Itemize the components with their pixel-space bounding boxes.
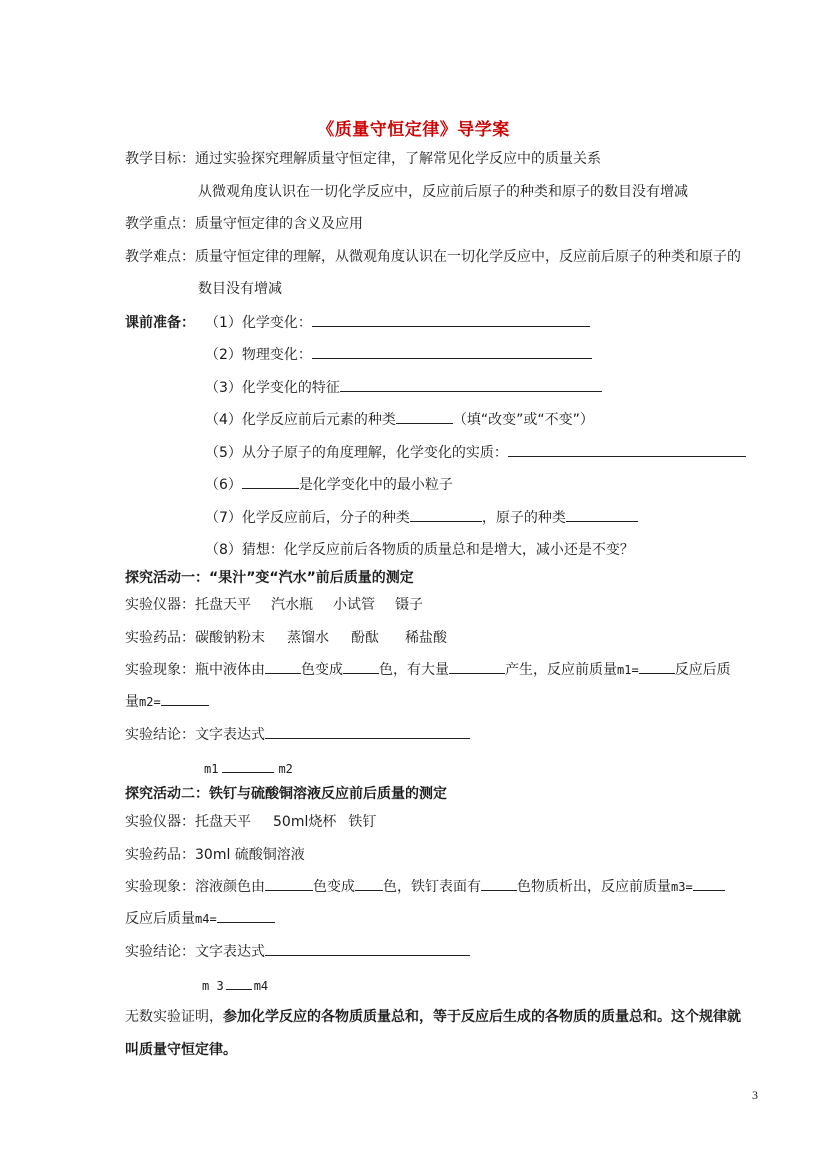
prep-label: 课前准备： [125, 315, 195, 331]
prep-q1-blank[interactable] [312, 314, 590, 327]
prep-q3 [205, 379, 602, 397]
summary-prefix: 无数实验证明， [125, 1009, 223, 1025]
activity1-instruments [125, 596, 423, 614]
objectives-label: 教学目标： [125, 151, 195, 167]
phenomenon-text: 反应后质 [674, 662, 731, 678]
activity1-compare [204, 760, 293, 778]
phenomenon-text: 色变成 [313, 879, 355, 895]
compare-m1: m1 [204, 762, 219, 776]
instrument-item: 汽水瓶 [271, 597, 313, 613]
prep-q6 [205, 476, 453, 494]
activity2-phenomenon-line-2 [125, 910, 275, 928]
difficulty-label: 教学难点： [125, 249, 195, 265]
activity2-heading: 探究活动二：铁钉与硫酸铜溶液反应前后质量的测定 [125, 786, 447, 802]
prep-q2 [205, 346, 592, 364]
color-after-blank[interactable] [355, 878, 383, 891]
m2-label: m2= [139, 695, 161, 709]
phenomenon-text: 实验现象：溶液颜色由 [125, 879, 265, 895]
document-title: 《质量守恒定律》导学案 [317, 120, 510, 140]
prep-q4 [205, 411, 594, 429]
m1-label: m1= [617, 663, 639, 677]
activity1-phenomenon-line-2 [125, 693, 209, 711]
prep-q1-text: （1）化学变化： [205, 315, 312, 331]
prep-q7-blank-2[interactable] [566, 509, 638, 522]
instrument-item: 50ml烧杯 [273, 814, 337, 830]
m4-label: m4= [195, 912, 217, 926]
phenomenon-text: 量 [125, 694, 139, 710]
activity2-conclusion [125, 943, 470, 961]
phenomenon-text: 产生，反应前质量 [505, 662, 617, 678]
prep-q7 [205, 509, 638, 527]
phenomenon-text: 色，有大量 [379, 662, 449, 678]
compare-m1-m2-blank[interactable] [222, 760, 274, 773]
compare-m4: m4 [253, 979, 269, 993]
compare-m3-m4-blank[interactable] [226, 977, 252, 990]
phenomenon-text: 色变成 [301, 662, 343, 678]
instrument-item: 铁钉 [348, 814, 377, 830]
activity1-reagents [125, 629, 447, 647]
color-before-blank[interactable] [265, 878, 313, 891]
word-equation-blank[interactable] [265, 943, 470, 956]
prep-q4-hint: （填“改变”或“不变”） [452, 412, 594, 428]
prep-q5 [205, 444, 746, 462]
conclusion-label: 实验结论：文字表达式 [125, 944, 265, 960]
reagent-item: 蒸馏水 [287, 630, 329, 646]
prep-q5-text: （5）从分子原子的角度理解，化学变化的实质： [205, 445, 508, 461]
reagent-item: 稀盐酸 [405, 630, 447, 646]
prep-q6-number: （6） [205, 477, 242, 493]
prep-q5-blank[interactable] [508, 444, 746, 457]
summary-law-text: 参加化学反应的各物质质量总和，等于反应后生成的各物质的质量总和。这个规律就 [223, 1009, 741, 1025]
prep-q3-text: （3）化学变化的特征 [205, 380, 340, 396]
phenomenon-text: 色物质析出，反应前质量 [517, 879, 671, 895]
compare-m2: m2 [278, 762, 293, 776]
prep-q4-text: （4）化学反应前后元素的种类 [205, 412, 396, 428]
key-point-line [125, 215, 363, 233]
prep-q3-blank[interactable] [340, 379, 602, 392]
instrument-item: 镊子 [395, 597, 423, 613]
activity2-reagents: 实验药品：30ml 硫酸铜溶液 [125, 847, 305, 863]
instrument-item: 小试管 [333, 597, 375, 613]
prep-q7-blank-1[interactable] [410, 509, 482, 522]
reagent-item: 碳酸钠粉末 [195, 630, 265, 646]
activity1-phenomenon-line-1 [125, 661, 731, 679]
product-blank[interactable] [449, 661, 505, 674]
prep-q4-blank[interactable] [396, 411, 453, 424]
phenomenon-text: 色，铁钉表面有 [383, 879, 481, 895]
prep-q6-blank[interactable] [242, 476, 299, 489]
key-point-text: 质量守恒定律的含义及应用 [195, 216, 363, 232]
m3-label: m3= [671, 880, 693, 894]
difficulty-text-1: 质量守恒定律的理解，从微观角度认识在一切化学反应中，反应前后原子的种类和原子的 [195, 249, 741, 265]
summary-line-1 [125, 1008, 741, 1026]
activity2-compare [202, 977, 268, 995]
word-equation-blank[interactable] [265, 726, 470, 739]
prep-q1 [205, 314, 590, 332]
activity1-instruments-label: 实验仪器： [125, 597, 195, 613]
objectives-line-1 [125, 150, 601, 168]
prep-q7-text-a: （7）化学反应前后，分子的种类 [205, 510, 410, 526]
difficulty-line-2: 数目没有增减 [198, 281, 282, 297]
activity2-instruments [125, 813, 376, 831]
phenomenon-text: 实验现象：瓶中液体由 [125, 662, 265, 678]
prep-q2-text: （2）物理变化： [205, 347, 312, 363]
objectives-line-2: 从微观角度认识在一切化学反应中，反应前后原子的种类和原子的数目没有增减 [198, 184, 688, 200]
activity1-heading: 探究活动一：“果汁”变“汽水”前后质量的测定 [125, 570, 414, 586]
objectives-text-1: 通过实验探究理解质量守恒定律，了解常见化学反应中的质量关系 [195, 151, 601, 167]
difficulty-line-1 [125, 248, 741, 266]
instrument-item: 托盘天平 [195, 814, 251, 830]
page-number: 3 [752, 1088, 758, 1102]
color-after-blank[interactable] [343, 661, 379, 674]
summary-line-2: 叫质量守恒定律。 [125, 1042, 237, 1058]
prep-q2-blank[interactable] [312, 346, 592, 359]
activity1-conclusion [125, 726, 470, 744]
prep-q7-text-b: ，原子的种类 [481, 510, 566, 526]
prep-q8: （8）猜想：化学反应前后各物质的质量总和是增大，减小还是不变？ [205, 542, 634, 558]
conclusion-label: 实验结论：文字表达式 [125, 727, 265, 743]
phenomenon-text: 反应后质量 [125, 911, 195, 927]
activity2-phenomenon-line-1 [125, 878, 725, 896]
activity1-reagents-label: 实验药品： [125, 630, 195, 646]
prep-q6-text: 是化学变化中的最小粒子 [298, 477, 453, 493]
activity2-instruments-label: 实验仪器： [125, 814, 195, 830]
m4-blank[interactable] [217, 910, 275, 923]
color-before-blank[interactable] [265, 661, 301, 674]
m2-blank[interactable] [161, 693, 209, 706]
compare-m3: m 3 [202, 979, 224, 993]
m1-blank[interactable] [639, 661, 675, 674]
reagent-item: 酚酞 [351, 630, 379, 646]
instrument-item: 托盘天平 [195, 597, 251, 613]
key-point-label: 教学重点： [125, 216, 195, 232]
deposit-color-blank[interactable] [481, 878, 517, 891]
m3-blank[interactable] [693, 878, 725, 891]
